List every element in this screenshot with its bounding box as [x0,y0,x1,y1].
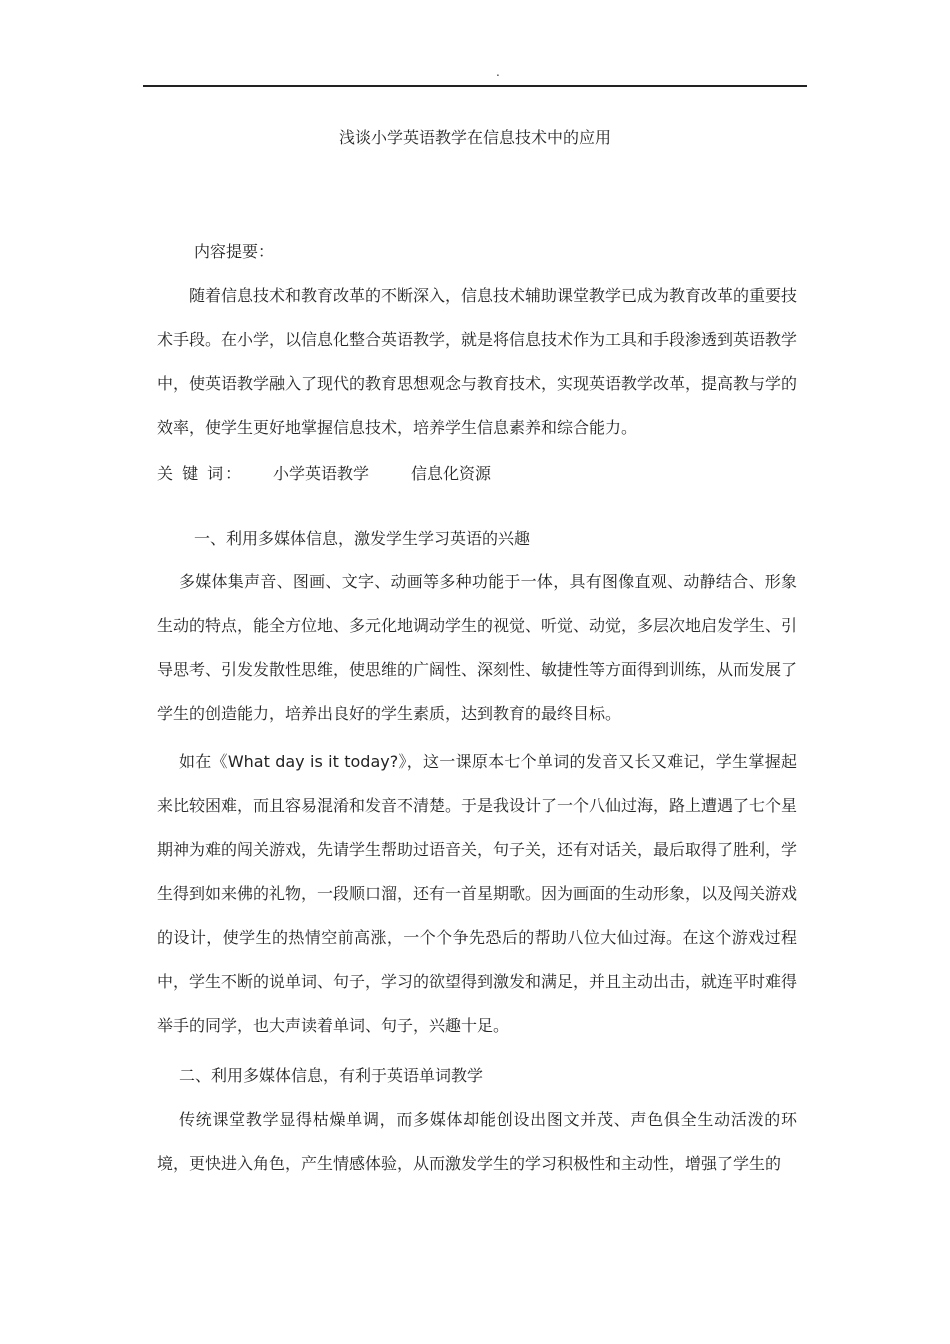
header-rule [143,85,807,87]
section-1-paragraph-2 [157,740,797,1048]
section-1-paragraph-1: 多媒体集声音、图画、文字、动画等多种功能于一体，具有图像直观、动静结合、形象生动的特点，能全方位地、多元化地调动学生的视觉、听觉、动觉，多层次地启发学生、引导思考、引发发散性思维，使思维的广阔性、深刻性、敏捷性等方面得到训练，从而发展了学生的创造能力，培养出良好的学生素质，达到教育的最终目标。 [157,572,798,723]
section-2-paragraph-1: 传统课堂教学显得枯燥单调，而多媒体却能创设出图文并茂、声色俱全生动活泼的环境，更快进入角色，产生情感体验，从而激发学生的学习积极性和主动性，增强了学生的 [157,1110,797,1173]
para-2-body: 》，这一课原本七个单词的发音又长又难记，学生掌握起来比较困难，而且容易混淆和发音不清楚。于是我设计了一个八仙过海，路上遭遇了七个星期神为难的闯关游戏，先请学生帮助过语音关，句子关，还有对话关，最后取得了胜利，学生得到如来佛的礼物，一段顺口溜，还有一首星期歌。因为画面的生动形象，以及闯关游戏的设计，使学生的热情空前高涨，一个个争先恐后的帮助八位大仙过海。在这个游戏过程中，学生不断的说单词、句子，学习的欲望得到激发和满足，并且主动出击，就连平时难得举手的同学，也大声读着单词、句子，兴趣十足。 [157,752,798,1035]
keyword-1: 小学英语教学 [273,464,370,483]
keyword-2: 信息化资源 [411,464,492,483]
document-title: 浅谈小学英语教学在信息技术中的应用 [338,128,611,147]
para-2-lead: 如在《 [179,752,228,771]
header-mark: . [496,65,500,79]
lesson-title-english: What day is it today? [227,752,399,771]
abstract-label: 内容提要： [194,242,275,261]
abstract-paragraph: 随着信息技术和教育改革的不断深入，信息技术辅助课堂教学已成为教育改革的重要技术手段。在小学，以信息化整合英语教学，就是将信息技术作为工具和手段渗透到英语教学中，使英语教学融入了现代的教育思想观念与教育技术，实现英语教学改革，提高教与学的效率，使学生更好地掌握信息技术，培养学生信息素养和综合能力。 [157,286,798,437]
keywords-label: 关 键 词： [157,464,244,483]
keywords-line [157,460,491,488]
section-1-heading: 一、利用多媒体信息，激发学生学习英语的兴趣 [194,529,531,548]
section-2-heading: 二、利用多媒体信息，有利于英语单词教学 [179,1066,484,1085]
